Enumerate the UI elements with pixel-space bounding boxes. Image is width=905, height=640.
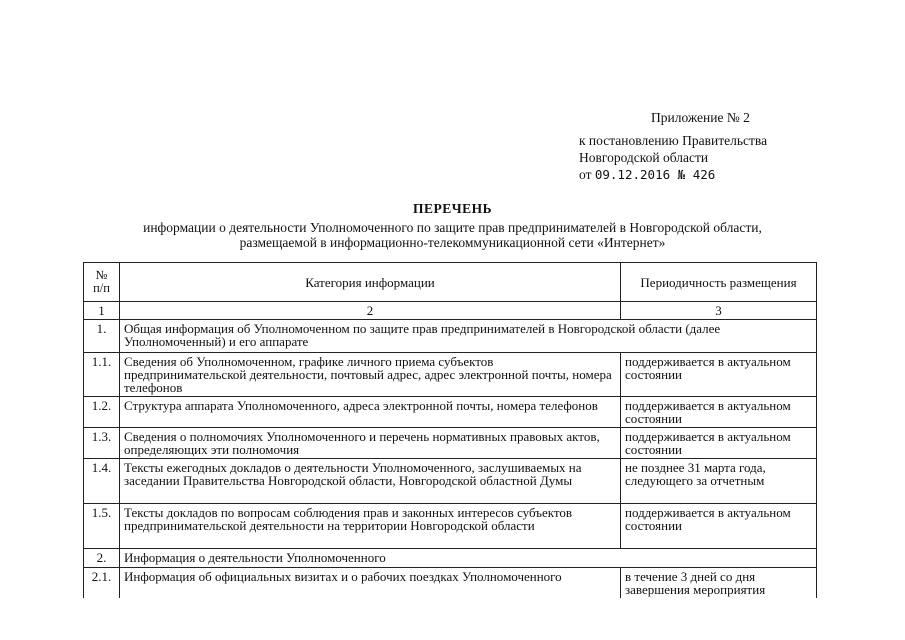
row-frequency: поддерживается в актуальном состоянии bbox=[621, 397, 817, 428]
column-index-1: 1 bbox=[84, 302, 120, 320]
column-index-3: 3 bbox=[621, 302, 817, 320]
row-number: 2.1. bbox=[84, 568, 120, 599]
annex-date-line bbox=[579, 166, 715, 183]
table-header-row bbox=[84, 263, 817, 302]
table-row bbox=[84, 549, 817, 568]
row-category: Сведения о полномочиях Уполномоченного и перечень нормативных правовых актов, определяющих эти полномочия bbox=[120, 428, 621, 459]
row-category: Структура аппарата Уполномоченного, адреса электронной почты, номера телефонов bbox=[120, 397, 621, 428]
header-number-line-1: № bbox=[95, 268, 108, 282]
row-number: 2. bbox=[84, 549, 120, 568]
annex-title: Приложение № 2 bbox=[651, 110, 750, 125]
table-row bbox=[84, 397, 817, 428]
row-number: 1.4. bbox=[84, 459, 120, 504]
row-number: 1.3. bbox=[84, 428, 120, 459]
row-category: Информация о деятельности Уполномоченного bbox=[120, 549, 817, 568]
row-number: 1. bbox=[84, 320, 120, 353]
annex-date-value: 09.12.2016 № 426 bbox=[594, 167, 716, 182]
row-category: Тексты ежегодных докладов о деятельности Уполномоченного, заслушиваемых на заседании Правительства Новгородской области, Новгородской областной Думы bbox=[120, 459, 621, 504]
row-category: Тексты докладов по вопросам соблюдения прав и законных интересов субъектов предпринимательской деятельности на территории Новгородской области bbox=[120, 504, 621, 549]
row-frequency: в течение 3 дней со дня завершения мероприятия bbox=[621, 568, 817, 599]
table-row bbox=[84, 459, 817, 504]
document-subtitle-line-2: размещаемой в информационно-телекоммуникационной сети «Интернет» bbox=[239, 235, 666, 250]
row-frequency: поддерживается в актуальном состоянии bbox=[621, 353, 817, 397]
column-index-2: 2 bbox=[120, 302, 621, 320]
table-row bbox=[84, 320, 817, 353]
row-frequency: поддерживается в актуальном состоянии bbox=[621, 428, 817, 459]
annex-line-1: к постановлению Правительства bbox=[579, 133, 768, 148]
row-category: Общая информация об Уполномоченном по защите прав предпринимателей в Новгородской области (далее Уполномоченный) и его аппарате bbox=[120, 320, 817, 353]
information-table bbox=[83, 262, 817, 598]
row-frequency: поддерживается в актуальном состоянии bbox=[621, 504, 817, 549]
row-number: 1.1. bbox=[84, 353, 120, 397]
table-row bbox=[84, 428, 817, 459]
annex-line-2: Новгородской области bbox=[579, 150, 709, 165]
table-row bbox=[84, 353, 817, 397]
header-number bbox=[84, 263, 120, 302]
header-number-line-2: п/п bbox=[93, 281, 110, 295]
table-row bbox=[84, 504, 817, 549]
row-category: Информация об официальных визитах и о рабочих поездках Уполномоченного bbox=[120, 568, 621, 599]
row-category: Сведения об Уполномоченном, графике личного приема субъектов предпринимательской деятельности, почтовый адрес, адрес электронной почты, номера телефонов bbox=[120, 353, 621, 397]
header-category: Категория информации bbox=[120, 263, 621, 302]
document-subtitle-line-1: информации о деятельности Уполномоченного по защите прав предпринимателей в Новгородской области, bbox=[143, 220, 762, 235]
row-frequency: не позднее 31 марта года, следующего за отчетным bbox=[621, 459, 817, 504]
column-index-row bbox=[84, 302, 817, 320]
row-number: 1.5. bbox=[84, 504, 120, 549]
row-number: 1.2. bbox=[84, 397, 120, 428]
header-frequency: Периодичность размещения bbox=[621, 263, 817, 302]
document-title: ПЕРЕЧЕНЬ bbox=[412, 201, 493, 216]
table-row bbox=[84, 568, 817, 599]
annex-date-prefix: от bbox=[579, 167, 592, 182]
